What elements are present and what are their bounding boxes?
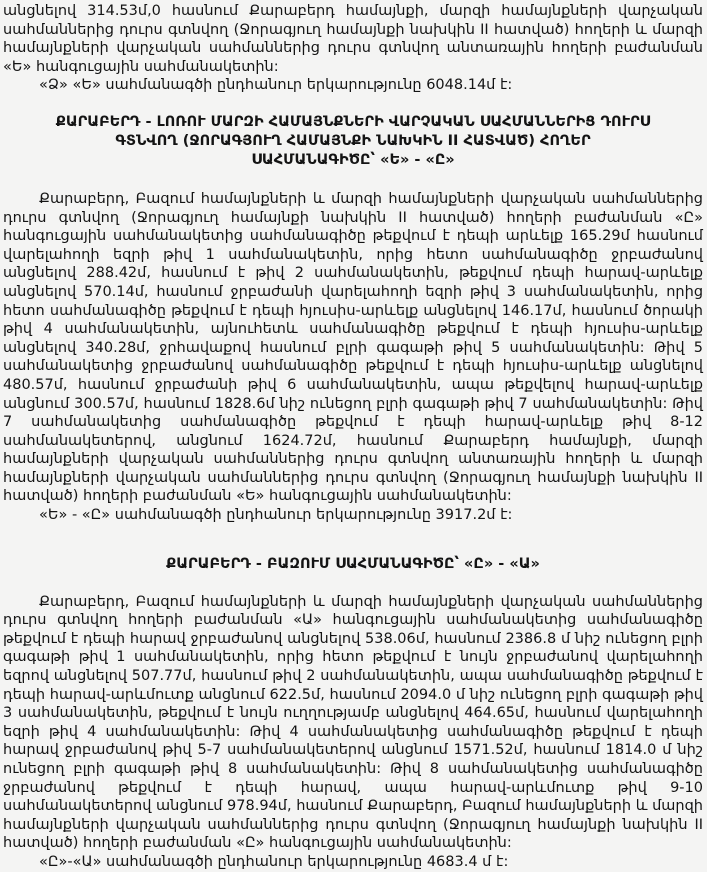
paragraph-boundary-y-a: Քարաբերդ, Բազում համայնքների և մարզի համայնքների վարչական սահմաններից դուրս գտնվող հողերի բաժանման «Ա» հանգուցային սահմանակետից սահմանագիծը թեքվում է դեպի հարավ ջրբաժանով անցնելով 538.06մ, հասնում 2386.8 մ նիշ ունեցող բլրի գագաթի թիվ 1 սահմանակետին, որից հետո թեքվում է նույն ջրբաժանով վարելահողի եզրով անցնելով 507.77մ, հասնում թիվ 2 սահմանակետին, ապա սահմանագիծը թեքվում է դեպի հարավ-արևմուտք անցնում 622.5մ, հասնում 2094.0 մ նիշ ունեցող բլրի գագաթի թիվ 3 սահմանակետին, թեքվում է նույն ուղղությամբ անցնելով 464.65մ, հասնում վարելահողի եզրի թիվ 4 սահմանակետին: Թիվ 4 սահմանակետից սահմանագիծը թեքվում է դեպի հարավ ջրբաժանով թիվ 5-7 սահմանակետերով անցնում 1571.52մ, հասնում 1814.0 մ նիշ ունեցող բլրի գագաթի թիվ 8 սահմանակետին: Թիվ 8 սահմանակետից սահմանագիծը ջրբաժանով թեքվում է դեպի հարավ, ապա հարավ-արևմուտք թիվ 9-10 սահմանակետերով անցնում 978.94մ, հասնում Քարաբերդ, Բազում համայնքների և մարզի համայնքների վարչական սահմաններից դուրս գտնվող (Ջորագյուղ համայնքի նախկին II հատված) հողերի բաժանման «Ը» հանգուցային սահմանակետին: [3, 593, 703, 852]
boundary-length-summary-1: «Ձ» «Ե» սահմանագծի ընդհանուր երկարությունը 6048.14մ է: [39, 77, 513, 94]
boundary-length-summary-3: «Ը»-«Ա» սահմանագծի ընդհանուր երկարությունը 4683.4 մ է: [39, 853, 509, 870]
section-heading-karaberd-lori: ՔԱՐԱԲԵՐԴ - ԼՈՌՈՒ ՄԱՐԶԻ ՀԱՄԱՅՆՔՆԵՐԻ ՎԱՐՉԱԿԱՆ ՍԱՀՄԱՆՆԵՐԻՑ ԴՈՒՐՍ ԳՏՆՎՈՂ (ՋՈՐԱԳՅՈՒՂ ՀԱՄԱՅՆՔԻ ՆԱԽԿԻՆ II ՀԱՏՎԱԾ) ՀՈՂԵՐ ՍԱՀՄԱՆԱԳԻԾԸ՝ «Ե» - «Ը» [55, 113, 651, 168]
boundary-length-summary-2: «Ե» - «Ը» սահմանագծի ընդհանուր երկարությունը 3917.2մ է: [39, 507, 513, 524]
paragraph-continuation: անցնելով 314.53մ,0 հասնում Քարաբերդ համայնքի, մարզի համայնքների վարչական սահմաններից դուրս գտնվող (Ջորագյուղ համայնքի նախկին II հատված) հողերի և մարզի համայնքների վարչական սահմաններից դուրս գտնվող անտառային հողերի բաժանման «Ե» հանգուցային սահմանակետին: [3, 3, 703, 75]
section-heading-karaberd-bazum: ՔԱՐԱԲԵՐԴ - ԲԱԶՈՒՄ ՍԱՀՄԱՆԱԳԻԾԸ՝ «Ը» - «Ա» [166, 555, 540, 572]
paragraph-boundary-e-y: Քարաբերդ, Բազում համայնքների և մարզի համայնքների վարչական սահմաններից դուրս գտնվող (Ջորագյուղ համայնքի նախկին II հատված) հողերի բաժանման «Ը» հանգուցային սահմանակետից սահմանագիծը թեքվում է դեպի արևելք 165.29մ հասնում վարելահողի եզրի թիվ 1 սահմանակետին, որից հետո սահմանագիծը ջրբաժանով անցնելով 288.42մ, հասնում է թիվ 2 սահմանակետին, թեքվում դեպի հարավ-արևելք անցնելով 570.14մ, հասնում ջրբաժանի վարելահողի եզրի թիվ 3 սահմանակետին, որից հետո սահմանագիծը թեքվում է դեպի հյուսիս-արևելք անցնելով 146.17մ, հասնում ծորակի թիվ 4 սահմանակետին, այնուհետև սահմանագիծը թեքվում է դեպի հյուսիս-արևելք անցնելով 340.28մ, ջրհավաքով հասնում բլրի գագաթի թիվ 5 սահմանակետին: Թիվ 5 սահմանակետից ջրբաժանով սահմանագիծը թեքվում է դեպի հյուսիս-արևելք անցնելով 480.57մ, հասնում ջրբաժանի թիվ 6 սահմանակետին, ապա թեքվելով հարավ-արևելք անցնում 300.57մ, հասնում 1828.6մ նիշ ունեցող բլրի գագաթի թիվ 7 սահմանակետին: Թիվ 7 սահմանակետից սահմանագիծը թեքվում է դեպի հարավ-արևելք թիվ 8-12 սահմանակետերով, անցնում 1624.72մ, հասնում Քարաբերդ համայնքի, մարզի համայնքների վարչական սահմաններից դուրս գտնվող անտառային հողերի և մարզի համայնքների վարչական սահմաններից դուրս գտնվող (Ջորագյուղ համայնքի նախկին II հատված) հողերի բաժանման «Ե» հանգուցային սահմանակետին: [3, 190, 703, 505]
